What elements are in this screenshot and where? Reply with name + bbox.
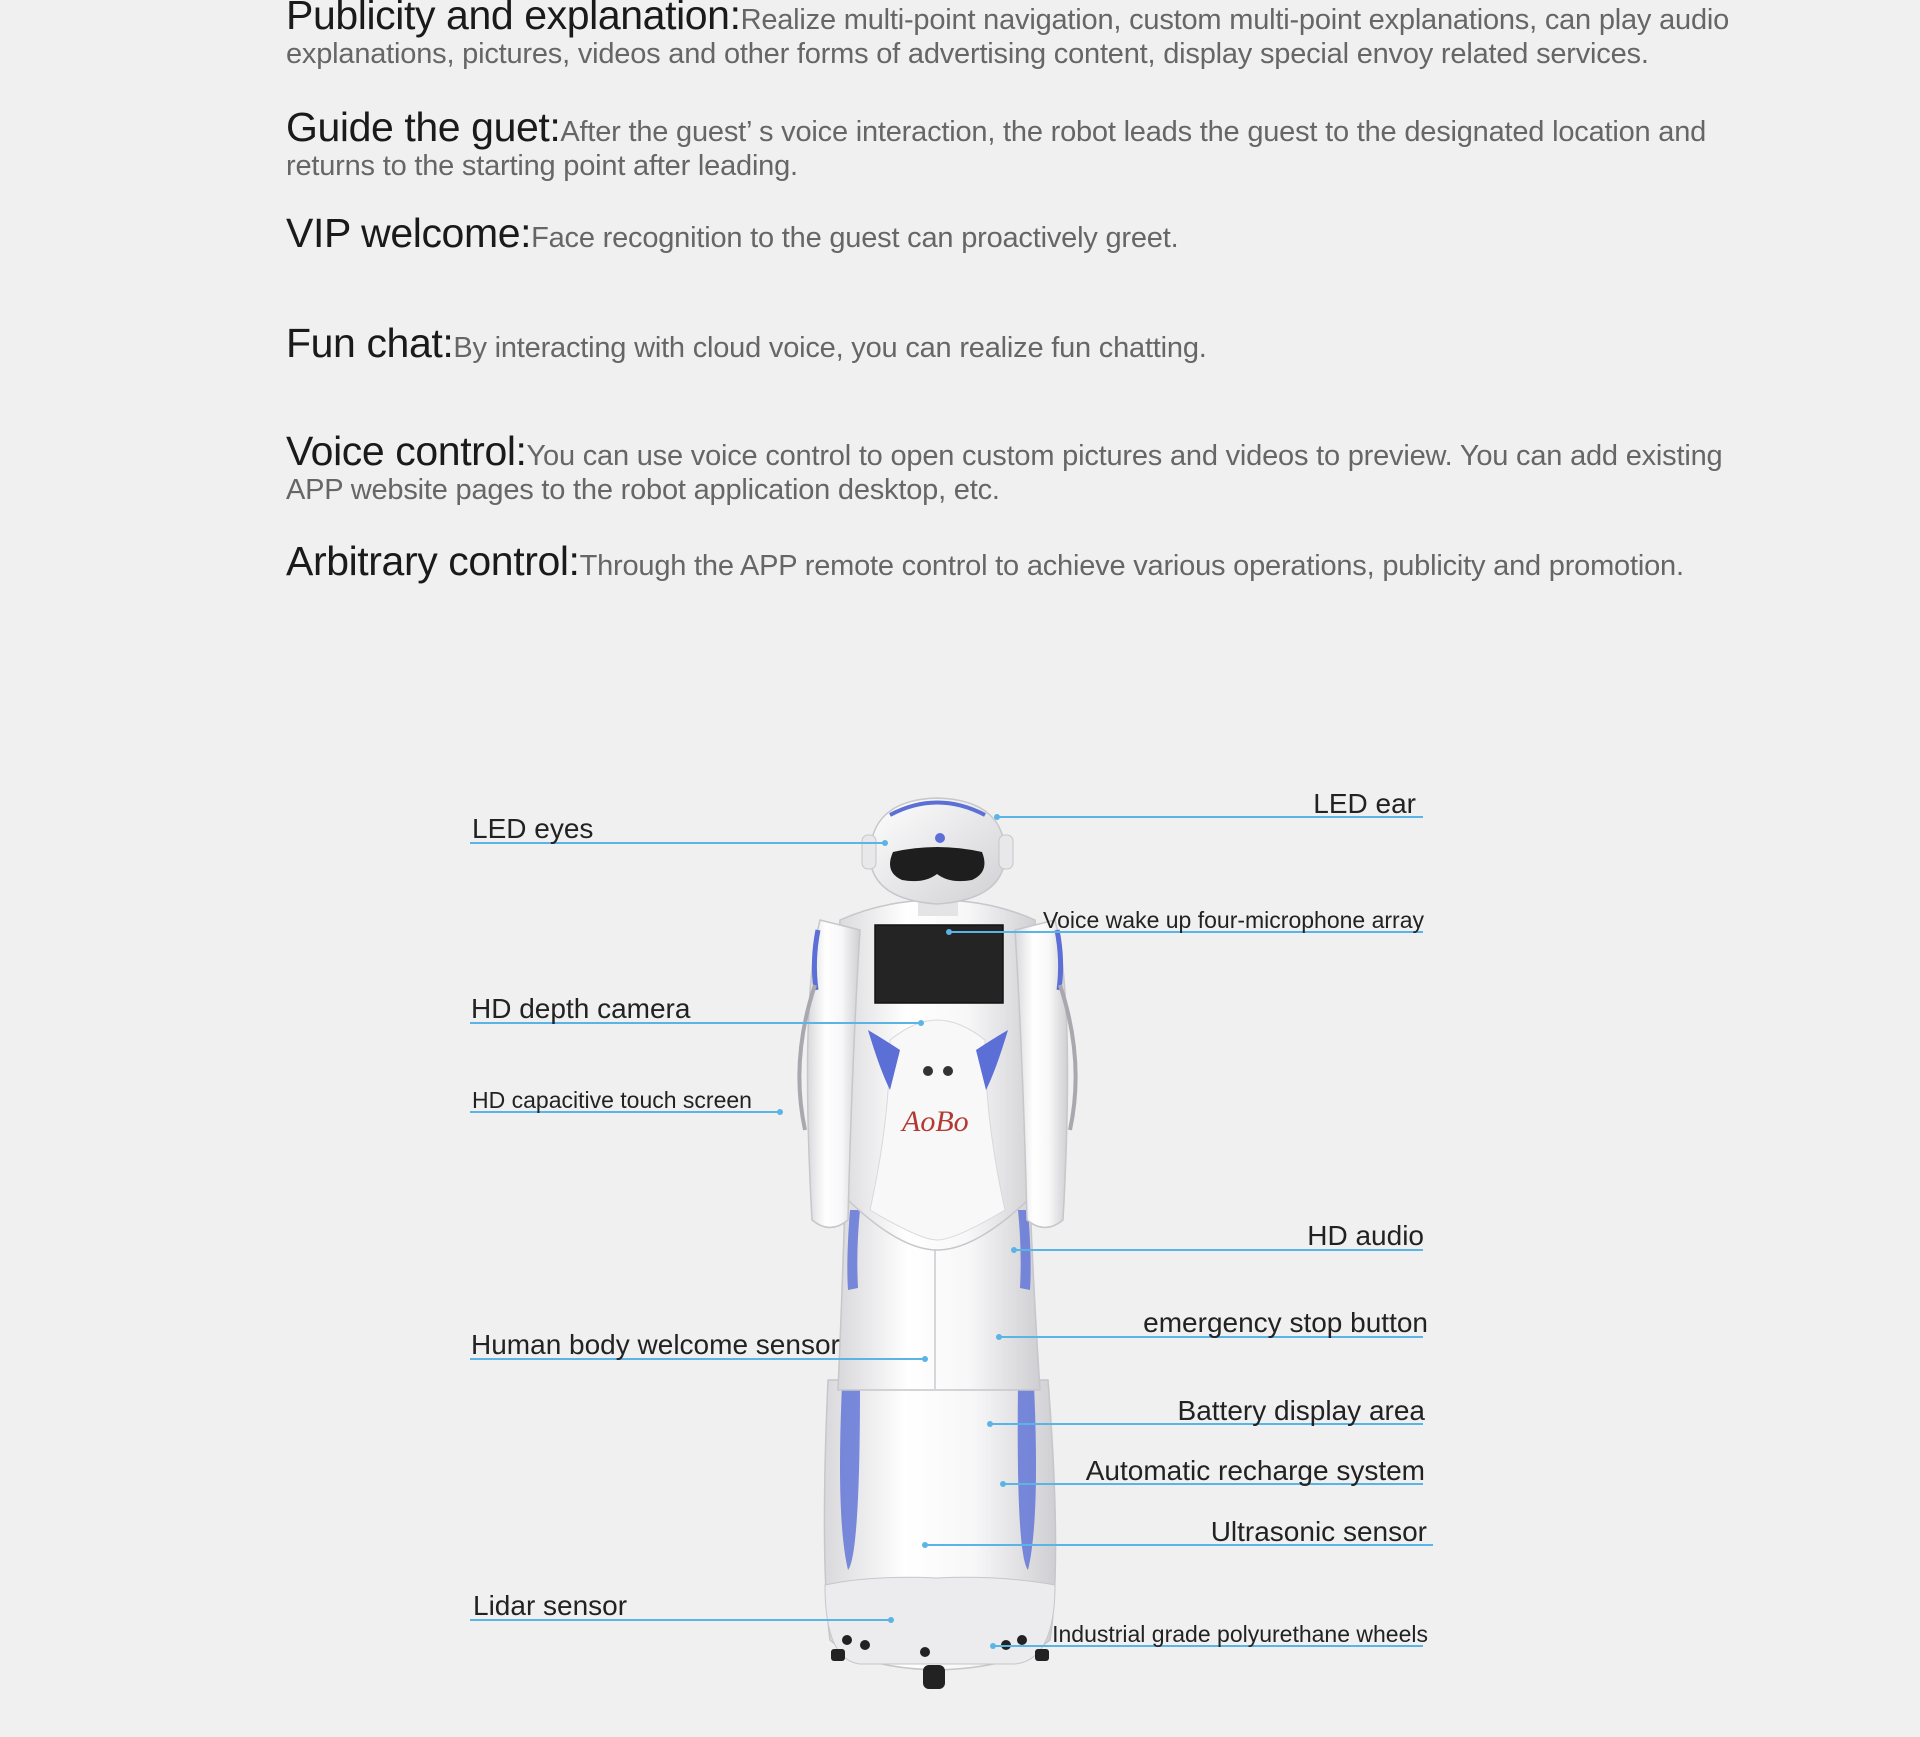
label-led-eyes: LED eyes: [472, 813, 594, 844]
label-wheels: Industrial grade polyurethane wheels: [1052, 1621, 1428, 1647]
aobo-logo: AoBo: [902, 1105, 969, 1138]
feature-text: You can use voice control to open custom pictures and videos to preview. You can add existing APP website pages to the robot application desktop, etc.: [286, 440, 1723, 506]
label-hd-audio: HD audio: [1307, 1220, 1424, 1251]
label-lidar-sensor: Lidar sensor: [473, 1590, 628, 1621]
feature-text: Realize multi-point navigation, custom multi-point explanations, can play audio explanations, pictures, videos and other forms of advertising content, display special envoy related services.: [286, 4, 1730, 70]
label-battery-display: Battery display area: [1177, 1395, 1425, 1426]
feature-title: Voice control:: [286, 428, 527, 474]
label-emergency-stop: emergency stop button: [1143, 1307, 1428, 1338]
feature-title: Arbitrary control:: [286, 538, 580, 584]
label-auto-recharge: Automatic recharge system: [1085, 1455, 1425, 1486]
label-microphone-array: Voice wake up four-microphone array: [1043, 907, 1424, 933]
label-touch-screen: HD capacitive touch screen: [472, 1087, 752, 1113]
feature-title: Fun chat:: [286, 320, 454, 366]
feature-text: Through the APP remote control to achieve various operations, publicity and promotion.: [579, 550, 1684, 582]
feature-text: By interacting with cloud voice, you can realize fun chatting.: [453, 332, 1207, 364]
label-led-ear: LED ear: [1313, 788, 1416, 819]
label-ultrasonic-sensor: Ultrasonic sensor: [1210, 1516, 1427, 1547]
feature-text: Face recognition to the guest can proactively greet.: [531, 222, 1179, 254]
feature-title: Guide the guet:: [286, 104, 561, 150]
label-hd-depth-camera: HD depth camera: [471, 993, 691, 1024]
feature-text: After the guest’ s voice interaction, the robot leads the guest to the designated location and returns to the starting point after leading.: [286, 116, 1707, 182]
feature-title: Publicity and explanation:: [286, 0, 741, 38]
feature-title: VIP welcome:: [286, 210, 532, 256]
label-welcome-sensor: Human body welcome sensor: [471, 1329, 840, 1360]
